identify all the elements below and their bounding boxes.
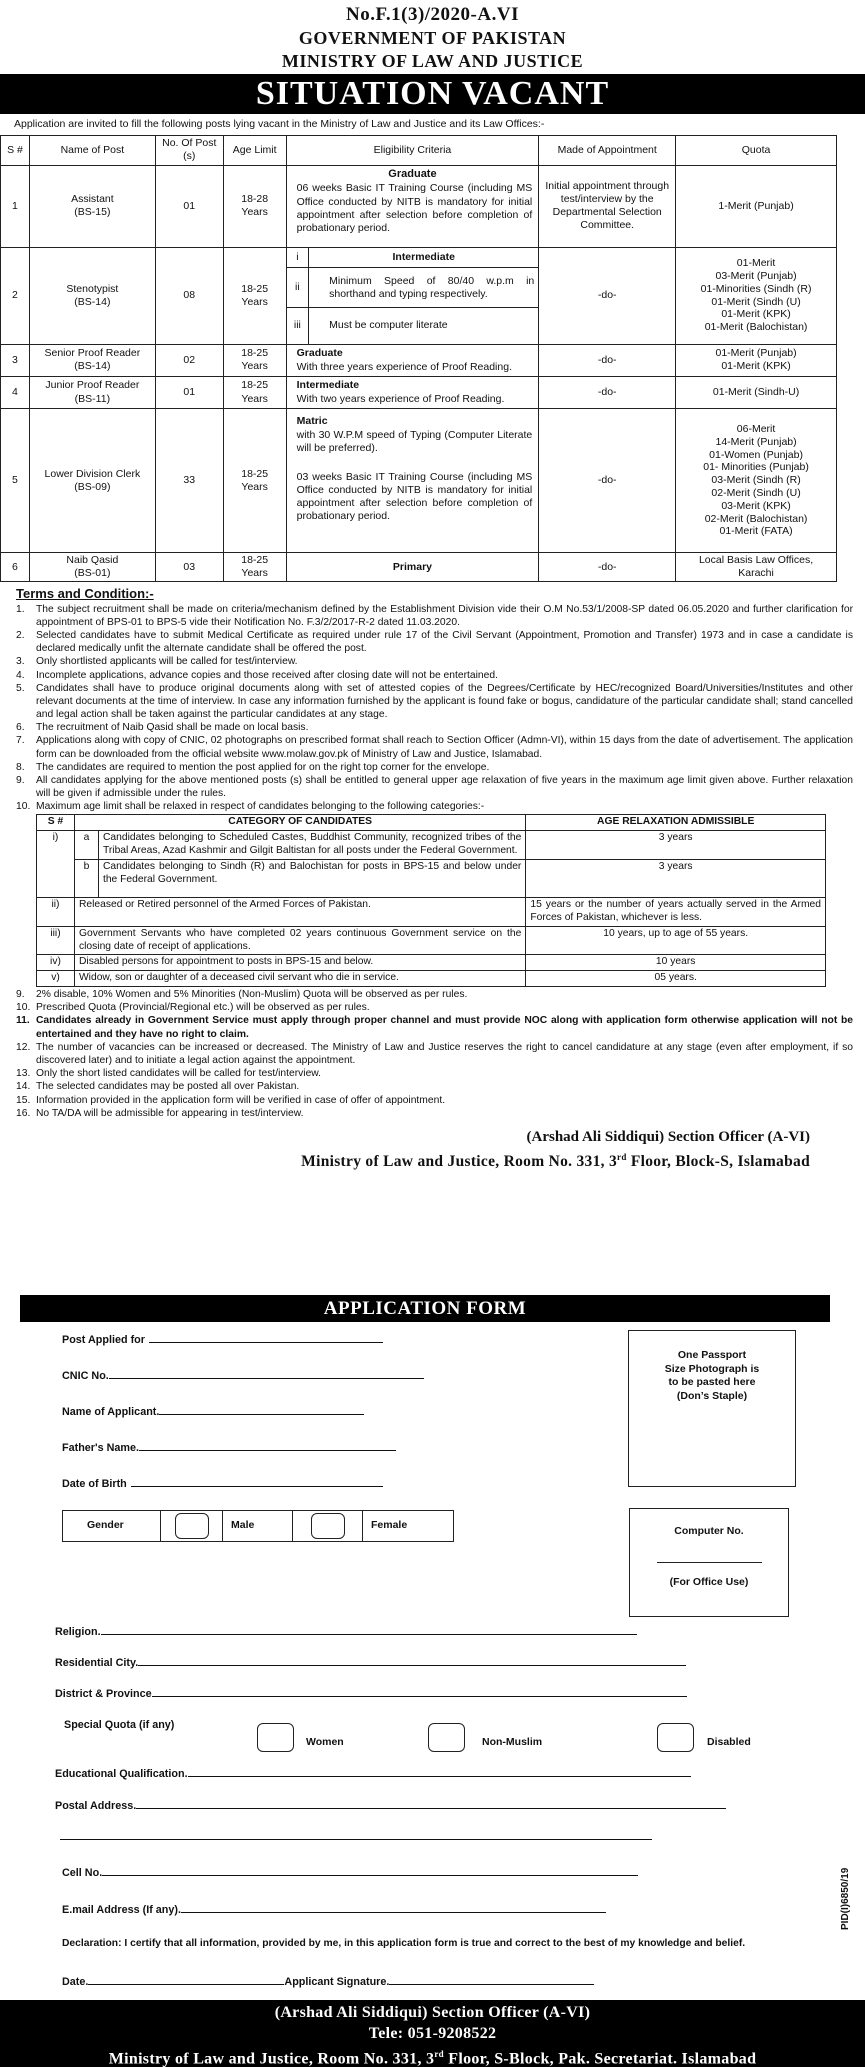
women-checkbox[interactable]	[257, 1723, 294, 1752]
category-text: Disabled persons for appointment to posts in BPS-15 and below.	[74, 955, 525, 971]
terms-title: Terms and Condition:-	[16, 586, 154, 602]
footer-phone: Tele: 051-9208522	[368, 2025, 497, 2042]
photo-text: One Passport	[677, 1349, 747, 1361]
male-cell	[161, 1511, 223, 1541]
computer-no-line	[657, 1562, 762, 1563]
eligibility-title: Intermediate	[296, 378, 360, 391]
post-title: Naib Qasid	[66, 554, 119, 567]
list-item	[16, 655, 853, 668]
field-label: Father's Name.	[62, 1442, 139, 1454]
district-province-field[interactable]	[55, 1687, 687, 1701]
item-number: 9.	[16, 774, 25, 786]
field-line[interactable]	[109, 1369, 424, 1379]
category-text: Widow, son or daughter of a deceased civil servant who die in service.	[74, 971, 525, 987]
age-limit: 18-25 Years	[223, 553, 286, 582]
eligibility	[286, 344, 539, 376]
eligibility-title: Graduate	[388, 167, 437, 180]
list-item	[16, 1001, 853, 1014]
address-part: Ministry of Law and Justice, Room No. 331, 3	[108, 2050, 435, 2067]
gender-row	[62, 1510, 454, 1542]
photo-text: (Don’s Staple)	[676, 1389, 748, 1402]
field-label: CNIC No.	[62, 1370, 109, 1382]
post-count: 01	[155, 165, 223, 247]
quota-line: 01- Minorities (Punjab)	[703, 461, 809, 474]
quota-line: 01-Merit	[736, 257, 776, 270]
post-scale: (BS-11)	[74, 392, 111, 405]
appointment-mode: -do-	[539, 553, 676, 582]
eligibility-text: 03 weeks Basic IT Training Course (including MS Office conducted by NITB is mandatory for initial appointment after selection before completion of probationary period.	[296, 470, 533, 522]
photo-text: to be pasted here	[668, 1376, 756, 1389]
female-label: Female	[371, 1519, 408, 1532]
field-line[interactable]	[159, 1405, 364, 1415]
item-number: 15.	[16, 1094, 31, 1106]
col-header: S #	[1, 135, 30, 165]
serial-no: iii)	[37, 926, 75, 955]
item-number: 10.	[16, 1002, 31, 1014]
eligibility	[286, 165, 539, 247]
field-line[interactable]	[139, 1441, 396, 1451]
quota-line: 01-Merit (KPK)	[721, 360, 791, 373]
cnic-field[interactable]	[62, 1369, 424, 1383]
appointment-mode: Initial appointment through test/interview by the Departmental Selection Committee.	[539, 165, 676, 247]
address-sup: rd	[617, 1151, 627, 1162]
signatory-address	[0, 1152, 865, 1172]
address-sup: rd	[434, 2049, 444, 2059]
appointment-mode: -do-	[539, 409, 676, 553]
quota-line: 14-Merit (Punjab)	[715, 435, 797, 448]
post-name	[29, 553, 155, 582]
table-row	[1, 553, 837, 582]
item-text: The subject recruitment shall be made on criteria/mechanism defined by the Establishment Division vide their O.M No.53/1/2008-SP dated 06.05.2020 and further clarification for appointment of BPS-01 to BPS-5 vide their Notification No. F.3/2/2017-R-2 dated 11.03.2020.	[36, 603, 853, 628]
sub-text: Minimum Speed of 80/40 w.p.m in shorthand and typing respectively.	[309, 268, 539, 308]
age-limit: 18-25 Years	[223, 344, 286, 376]
field-line[interactable]	[101, 1625, 637, 1635]
item-text: Candidates shall have to produce original documents along with set of attested copies of the Degrees/Certificate by HEC/recognized Board/Universities/Institutes and other relevant documents at the time of interview. In case any information furnished by the applicant is found fake or bogus, candidature of the particular candidate shall; stand cancelled and legal action shall be taken against the particular candidates at any stage.	[36, 682, 853, 721]
education-field[interactable]	[55, 1767, 691, 1781]
quota-cell	[676, 165, 837, 247]
applicant-name-field[interactable]	[62, 1405, 364, 1419]
eligibility-text: with 30 W.P.M speed of Typing (Computer Literate will be preferred).	[296, 429, 533, 455]
age-limit: 18-28 Years	[223, 165, 286, 247]
list-item	[16, 1014, 853, 1040]
post-scale: (BS-09)	[74, 480, 111, 493]
category-text: Candidates belonging to Scheduled Castes, Buddhist Community, recognized tribes of the Tribal Areas, Azad Kashmir and Gilgit Baltistan for all posts under the Federal Government.	[98, 831, 525, 860]
post-count: 33	[155, 409, 223, 553]
footer-officer: (Arshad Ali Siddiqui) Section Officer (A-VI)	[274, 2004, 591, 2021]
quota-line: Karachi	[738, 567, 774, 580]
field-label: Cell No.	[62, 1867, 103, 1879]
quota-line: 01-Merit (FATA)	[719, 525, 793, 538]
quota-line: 01-Merit (KPK)	[721, 308, 791, 321]
item-text: 2% disable, 10% Women and 5% Minorities (Non-Muslim) Quota will be observed as per rules.	[36, 989, 468, 1001]
cell-no-field[interactable]	[62, 1866, 638, 1880]
field-label: E.mail Address (If any).	[62, 1904, 181, 1916]
appointment-mode: -do-	[539, 344, 676, 376]
item-text: No TA/DA will be admissible for appearing in test/interview.	[36, 1107, 304, 1119]
serial-no: iv)	[37, 955, 75, 971]
situation-vacant-banner: SITUATION VACANT	[0, 74, 865, 114]
post-count: 08	[155, 247, 223, 344]
item-number: 16.	[16, 1107, 31, 1119]
category-text: Candidates belonging to Sindh (R) and Balochistan for posts in BPS-15 and below under the Federal Government.	[98, 859, 525, 897]
item-text: The candidates are required to mention the post applied for on the right top corner for the envelope.	[36, 761, 490, 773]
computer-no-label: Computer No.	[674, 1525, 744, 1537]
sub-letter: a	[74, 831, 98, 860]
quota-cell	[676, 344, 837, 376]
item-text: Selected candidates have to submit Medical Certificate as required under rule 17 of the Civil Servant (Appointment, Promotion and Transfer) 1973 and in case a candidate is declared medically unfit the alternate candidate shall be offered the post.	[36, 630, 853, 655]
eligibility	[286, 247, 539, 344]
quota-line: 03-Merit (KPK)	[721, 499, 791, 512]
quota-cell	[676, 376, 837, 408]
post-title: Junior Proof Reader	[45, 379, 140, 392]
serial-no: 4	[1, 376, 30, 408]
field-label: Applicant Signature.	[284, 1976, 390, 1988]
table-row	[1, 376, 837, 408]
declaration-text: Declaration: I certify that all information, provided by me, in this application form is true and correct to the best of my knowledge and belief.	[62, 1938, 746, 1949]
list-item	[16, 682, 853, 722]
female-checkbox[interactable]	[311, 1513, 345, 1539]
table-row	[37, 831, 826, 860]
field-label: Residential City.	[55, 1657, 139, 1669]
post-name	[29, 344, 155, 376]
field-line[interactable]	[136, 1799, 726, 1809]
relaxation-value: 3 years	[526, 859, 826, 897]
non-muslim-checkbox[interactable]	[428, 1723, 465, 1752]
item-number: 13.	[16, 1068, 31, 1080]
eligibility-text: 06 weeks Basic IT Training Course (including MS Office conducted by NITB is mandatory for initial appointment after selection before completion of probationary period.	[296, 182, 533, 234]
field-label: Postal Address.	[55, 1800, 137, 1812]
list-item	[16, 603, 853, 629]
field-label: Date.	[62, 1976, 89, 1988]
list-item	[16, 1094, 853, 1107]
post-scale: (BS-01)	[74, 567, 111, 580]
intro-text: Application are invited to fill the following posts lying vacant in the Ministry of Law and Justice and its Law Offices:-	[14, 117, 545, 130]
list-item	[16, 761, 853, 774]
disabled-label: Disabled	[707, 1736, 751, 1748]
table-row	[1, 409, 837, 553]
col-header: Age Limit	[223, 135, 286, 165]
age-relaxation-table	[36, 814, 826, 987]
quota-line: 01-Minorities (Sindh (R)	[700, 282, 812, 295]
sub-num: iii	[287, 308, 309, 344]
list-item	[16, 734, 853, 760]
quota-line: 01-Women (Punjab)	[709, 448, 803, 461]
eligibility	[286, 376, 539, 408]
serial-no: i)	[37, 831, 75, 898]
quota-cell	[676, 553, 837, 582]
post-scale: (BS-15)	[74, 206, 111, 219]
eligibility-subtable	[287, 248, 539, 344]
serial-no: 6	[1, 553, 30, 582]
dob-field[interactable]	[62, 1477, 383, 1491]
item-text: Incomplete applications, advance copies and those received after closing date will not be entertained.	[36, 669, 498, 681]
col-header: Made of Appointment	[539, 135, 676, 165]
quota-line: 03-Merit (Punjab)	[715, 270, 797, 283]
postal-address-field[interactable]	[55, 1799, 726, 1813]
item-text: All candidates applying for the above mentioned posts (s) shall be entitled to general upper age relaxation of five years in the maximum age limit given above. Further relaxation will be given if admissible under the rules.	[36, 774, 853, 800]
male-label: Male	[223, 1511, 293, 1541]
age-limit: 18-25 Years	[223, 409, 286, 553]
pid-number: PID(I)6850/19	[840, 1867, 851, 1930]
eligibility-text: With three years experience of Proof Reading.	[296, 360, 512, 373]
item-number: 2.	[16, 630, 25, 641]
post-applied-field[interactable]	[62, 1333, 383, 1347]
relaxation-value: 05 years.	[526, 971, 826, 987]
sub-text: Intermediate	[309, 248, 539, 268]
col-header: Quota	[676, 135, 837, 165]
sub-letter: b	[74, 859, 98, 897]
email-field[interactable]	[62, 1903, 606, 1917]
female-cell	[293, 1511, 363, 1541]
quota-line: 01-Merit (Sindh (U)	[711, 295, 801, 308]
item-number: 3.	[16, 656, 25, 668]
item-text: The number of vacancies can be increased or decreased. The Ministry of Law and Justice reserves the right to cancel candidature at any stage (even after employment, if so discovered later) and to initiate a legal action against the appointment.	[36, 1041, 853, 1066]
post-count: 02	[155, 344, 223, 376]
item-text: Candidates already in Government Service must apply through proper channel and must provide NOC along with application form otherwise application will not be entertained and they have no right to claim.	[36, 1015, 853, 1040]
col-header: No. Of Post (s)	[155, 135, 223, 165]
quota-line: 06-Merit	[736, 423, 776, 436]
gender-label: Gender	[63, 1511, 161, 1541]
women-label: Women	[306, 1736, 344, 1748]
list-item	[16, 800, 853, 813]
quota-line: 02-Merit (Sindh (U)	[711, 487, 801, 500]
serial-no: 2	[1, 247, 30, 344]
terms-list-continued	[0, 988, 865, 1120]
field-label: Name of Applicant.	[62, 1406, 160, 1418]
field-line[interactable]	[138, 1656, 686, 1666]
quota-line: 1-Merit (Punjab)	[718, 199, 794, 212]
relaxation-value: 10 years, up to age of 55 years.	[526, 926, 826, 955]
posts-table	[0, 135, 837, 583]
table-row	[1, 247, 837, 344]
age-limit: 18-25 Years	[223, 376, 286, 408]
quota-line: 03-Merit (Sindh (R)	[711, 474, 801, 487]
government-title: GOVERNMENT OF PAKISTAN	[298, 27, 567, 48]
item-number: 10.	[16, 801, 31, 813]
item-number: 11.	[16, 1015, 30, 1027]
disabled-checkbox[interactable]	[657, 1723, 694, 1752]
item-number: 9.	[16, 989, 25, 1001]
eligibility-title: Matric	[296, 415, 328, 428]
postal-address-line2[interactable]	[60, 1830, 652, 1844]
field-label: Educational Qualification.	[55, 1768, 188, 1780]
list-item	[16, 721, 853, 734]
field-line[interactable]	[102, 1866, 638, 1876]
photo-text: Size Photograph is	[664, 1362, 760, 1375]
item-number: 1.	[16, 603, 25, 615]
post-name	[29, 165, 155, 247]
quota-cell	[676, 247, 837, 344]
item-number: 4.	[16, 669, 25, 681]
appointment-mode: -do-	[539, 376, 676, 408]
address-part: Floor, Block-S, Islamabad	[626, 1152, 810, 1170]
table-row	[37, 955, 826, 971]
address-part: Ministry of Law and Justice, Room No. 331, 3	[301, 1152, 618, 1170]
list-item	[16, 988, 853, 1001]
application-form-title: APPLICATION FORM	[20, 1295, 830, 1322]
relaxation-value: 3 years	[526, 831, 826, 860]
table-row	[37, 859, 826, 897]
field-line[interactable]	[188, 1767, 691, 1777]
list-item	[16, 629, 853, 655]
eligibility	[286, 409, 539, 553]
quota-line: 02-Merit (Balochistan)	[704, 512, 808, 525]
special-quota-label: Special Quota (if any)	[64, 1719, 175, 1731]
header	[0, 0, 865, 74]
signatory-name: (Arshad Ali Siddiqui) Section Officer (A-VI)	[526, 1128, 810, 1145]
item-text: Only shortlisted applicants will be called for test/interview.	[36, 656, 298, 668]
category-text: Government Servants who have completed 02 years continuous Government service on the closing date of receipt of applications.	[74, 926, 525, 955]
item-number: 5.	[16, 682, 25, 694]
age-limit: 18-25 Years	[223, 247, 286, 344]
field-line[interactable]	[60, 1830, 652, 1840]
col-header: AGE RELAXATION ADMISSIBLE	[526, 815, 826, 831]
list-item	[16, 1041, 853, 1067]
post-name	[29, 409, 155, 553]
address-part: Floor, S-Block, Pak. Secretariat. Islamabad	[443, 2050, 757, 2067]
serial-no: v)	[37, 971, 75, 987]
item-number: 6.	[16, 722, 25, 734]
col-header: S #	[37, 815, 75, 831]
computer-no-box	[629, 1508, 789, 1617]
field-label: Post Applied for	[62, 1334, 145, 1346]
office-use-label: (For Office Use)	[669, 1576, 749, 1589]
item-text: Prescribed Quota (Provincial/Regional etc.) will be observed as per rules.	[36, 1002, 370, 1014]
post-name	[29, 247, 155, 344]
item-text: Maximum age limit shall be relaxed in respect of candidates belonging to the following categories:-	[36, 801, 485, 813]
signature-line[interactable]	[389, 1975, 594, 1985]
eligibility-text: With two years experience of Proof Reading.	[296, 393, 505, 406]
table-row	[37, 897, 826, 926]
field-label: Religion.	[55, 1626, 101, 1638]
list-item	[16, 774, 853, 800]
serial-no: ii)	[37, 897, 75, 926]
post-title: Assistant	[71, 193, 114, 206]
sub-num: i	[287, 248, 309, 268]
father-name-field[interactable]	[62, 1441, 396, 1455]
religion-field[interactable]	[55, 1625, 637, 1639]
col-header: CATEGORY OF CANDIDATES	[74, 815, 525, 831]
item-text: Only the short listed candidates will be called for test/interview.	[36, 1068, 322, 1080]
post-title: Lower Division Clerk	[44, 467, 141, 480]
residential-city-field[interactable]	[55, 1656, 686, 1670]
item-number: 8.	[16, 761, 25, 773]
footer-address	[0, 2044, 865, 2067]
post-scale: (BS-14)	[74, 295, 111, 308]
field-line[interactable]	[149, 1333, 383, 1343]
item-text: Information provided in the application form will be verified in case of offer of appointment.	[36, 1094, 446, 1106]
quota-cell	[676, 409, 837, 553]
field-label: District & Province	[55, 1688, 152, 1700]
date-signature-row[interactable]	[62, 1975, 594, 1989]
category-text: Released or Retired personnel of the Armed Forces of Pakistan.	[74, 897, 525, 926]
eligibility-title: Primary	[286, 553, 539, 582]
male-checkbox[interactable]	[175, 1513, 209, 1539]
serial-no: 5	[1, 409, 30, 553]
item-number: 7.	[16, 735, 25, 747]
item-number: 14.	[16, 1081, 31, 1093]
post-title: Senior Proof Reader	[44, 347, 141, 360]
serial-no: 3	[1, 344, 30, 376]
item-text: The recruitment of Naib Qasid shall be made on local basis.	[36, 722, 309, 734]
field-line[interactable]	[181, 1903, 606, 1913]
item-text: Applications along with copy of CNIC, 02 photographs on prescribed format shall reach to Section Officer (Admn-VI), within 15 days from the date of advertisement. The application form can be downloaded from the official website www.molaw.gov.pk of Ministry of Law and Justice, Islamabad.	[36, 735, 853, 760]
quota-line: 01-Merit (Sindh-U)	[712, 386, 800, 399]
table-row	[1, 165, 837, 247]
appointment-mode: -do-	[539, 247, 676, 344]
eligibility-title: Graduate	[296, 346, 343, 359]
sub-text: Must be computer literate	[329, 319, 448, 332]
table-row	[37, 926, 826, 955]
post-title: Stenotypist	[66, 282, 119, 295]
post-count: 01	[155, 376, 223, 408]
quota-line: Local Basis Law Offices,	[698, 554, 814, 567]
list-item	[16, 1067, 853, 1080]
relaxation-value: 15 years or the number of years actually served in the Armed Forces of Pakistan, whichever is less.	[526, 897, 826, 926]
col-header: Name of Post	[29, 135, 155, 165]
date-line[interactable]	[88, 1975, 284, 1985]
list-item	[16, 1107, 853, 1120]
serial-no: 1	[1, 165, 30, 247]
field-line[interactable]	[152, 1687, 687, 1697]
age-table-header	[37, 815, 826, 831]
quota-line: 01-Merit (Punjab)	[715, 347, 797, 360]
table-row	[37, 971, 826, 987]
footer	[0, 2000, 865, 2067]
post-count: 03	[155, 553, 223, 582]
posts-table-header	[1, 135, 837, 165]
item-number: 12.	[16, 1041, 31, 1053]
list-item	[16, 669, 853, 682]
list-item	[16, 1080, 853, 1093]
quota-line: 01-Merit (Balochistan)	[704, 321, 808, 334]
ministry-title: MINISTRY OF LAW AND JUSTICE	[281, 51, 584, 72]
non-muslim-label: Non-Muslim	[482, 1736, 543, 1748]
terms-list	[0, 603, 865, 814]
field-line[interactable]	[131, 1477, 383, 1487]
post-scale: (BS-14)	[74, 360, 111, 373]
relaxation-value: 10 years	[526, 955, 826, 971]
field-label: Date of Birth	[62, 1478, 127, 1490]
photo-box	[628, 1330, 796, 1487]
col-header: Eligibility Criteria	[286, 135, 539, 165]
table-row	[1, 344, 837, 376]
sub-num: ii	[287, 268, 309, 308]
item-text: The selected candidates may be posted all over Pakistan.	[36, 1081, 300, 1093]
reference-number: No.F.1(3)/2020-A.VI	[346, 4, 519, 25]
post-name	[29, 376, 155, 408]
